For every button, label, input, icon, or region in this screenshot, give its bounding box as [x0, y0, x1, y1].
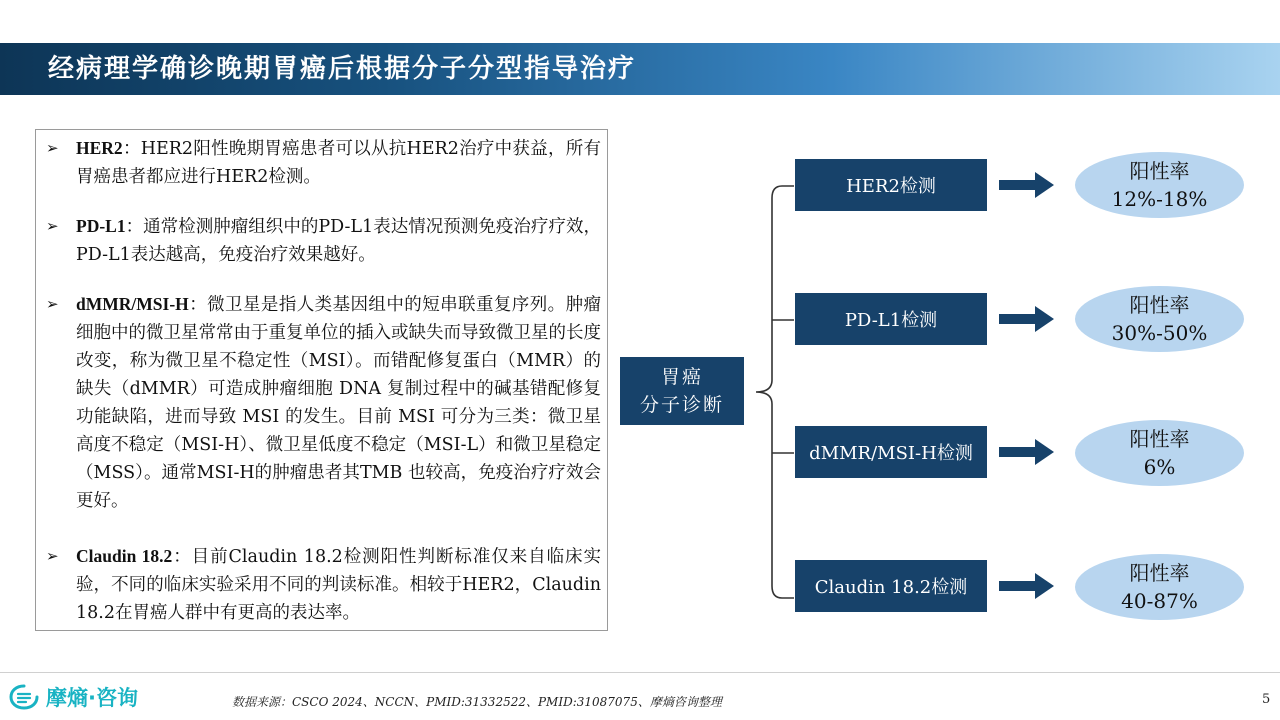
rate-label: 阳性率 [1129, 561, 1190, 585]
item-text: ：通常检测肿瘤组织中的PD-L1表达情况预测免疫治疗疗效，PD-L1表达越高，免疫治疗效果越好。 [76, 217, 601, 265]
page-title: 经病理学确诊晚期胃癌后根据分子分型指导治疗 [48, 54, 637, 84]
brand-logo-text: 摩熵·咨询 [46, 686, 138, 710]
item-text: ：HER2阳性晚期胃癌患者可以从抗HER2治疗中获益，所有胃癌患者都应进行HER2检测。 [76, 139, 601, 187]
page-number: 5 [1262, 692, 1271, 707]
item-heading: HER2 [76, 138, 123, 158]
test-node-claudin: Claudin 18.2检测 [795, 560, 987, 612]
rate-value: 12%-18% [1111, 187, 1208, 211]
rate-label: 阳性率 [1129, 293, 1190, 317]
brace-connector [752, 160, 796, 620]
right-arrow-icon [999, 305, 1055, 333]
brand-logo-icon [8, 683, 40, 711]
test-node-dmmr: dMMR/MSI-H检测 [795, 426, 987, 478]
center-node-gastric-cancer [620, 357, 744, 425]
bullet-arrow-icon: ➢ [46, 295, 59, 313]
list-item-pdl1 [46, 212, 601, 269]
test-node-pdl1: PD-L1检测 [795, 293, 987, 345]
list-item-dmmr-msi-h [46, 290, 601, 515]
right-arrow-icon [999, 171, 1055, 199]
list-item-her2 [46, 134, 601, 191]
item-heading: Claudin 18.2 [76, 546, 173, 566]
description-panel [35, 129, 608, 631]
rate-value: 40-87% [1121, 589, 1198, 613]
list-item-claudin [46, 542, 601, 627]
rate-value: 6% [1143, 455, 1176, 479]
footer-divider [0, 672, 1280, 673]
title-bar [0, 43, 1280, 95]
item-text: ：微卫星是指人类基因组中的短串联重复序列。肿瘤细胞中的微卫星常常由于重复单位的插入或缺失而导致微卫星的长度改变，称为微卫星不稳定性（MSI）。而错配修复蛋白（MMR）的缺失（dMMR）可造成肿瘤细胞 DNA 复制过程中的碱基错配修复功能缺陷，进而导致 MSI 的发生。目前 MSI 可分为三类：微卫星高度不稳定（MSI-H）、微卫星低度不稳定（MSI-L）和微卫星稳定（MSS）。通常MSI-H的肿瘤患者其TMB 也较高，免疫治疗疗效会更好。 [76, 295, 601, 511]
rate-label: 阳性率 [1129, 427, 1190, 451]
bullet-arrow-icon: ➢ [46, 139, 59, 157]
positive-rate-claudin [1075, 554, 1244, 620]
bullet-arrow-icon: ➢ [46, 547, 59, 565]
right-arrow-icon [999, 572, 1055, 600]
center-line-1: 胃癌 [660, 366, 703, 388]
rate-label: 阳性率 [1129, 159, 1190, 183]
bullet-arrow-icon: ➢ [46, 217, 59, 235]
positive-rate-pdl1 [1075, 286, 1244, 352]
item-heading: dMMR/MSI-H [76, 294, 189, 314]
positive-rate-dmmr [1075, 420, 1244, 486]
right-arrow-icon [999, 438, 1055, 466]
item-text: ：目前Claudin 18.2检测阳性判断标准仅来自临床实验，不同的临床实验采用不同的判读标准。相较于HER2，Claudin 18.2在胃癌人群中有更高的表达率。 [76, 547, 601, 623]
test-node-her2: HER2检测 [795, 159, 987, 211]
item-heading: PD-L1 [76, 216, 126, 236]
center-line-2: 分子诊断 [639, 394, 724, 416]
positive-rate-her2 [1075, 152, 1244, 218]
brand-logo [8, 680, 138, 714]
data-source-note: 数据来源：CSCO 2024、NCCN、PMID:31332522、PMID:31087075、摩熵咨询整理 [232, 695, 722, 709]
rate-value: 30%-50% [1111, 321, 1208, 345]
